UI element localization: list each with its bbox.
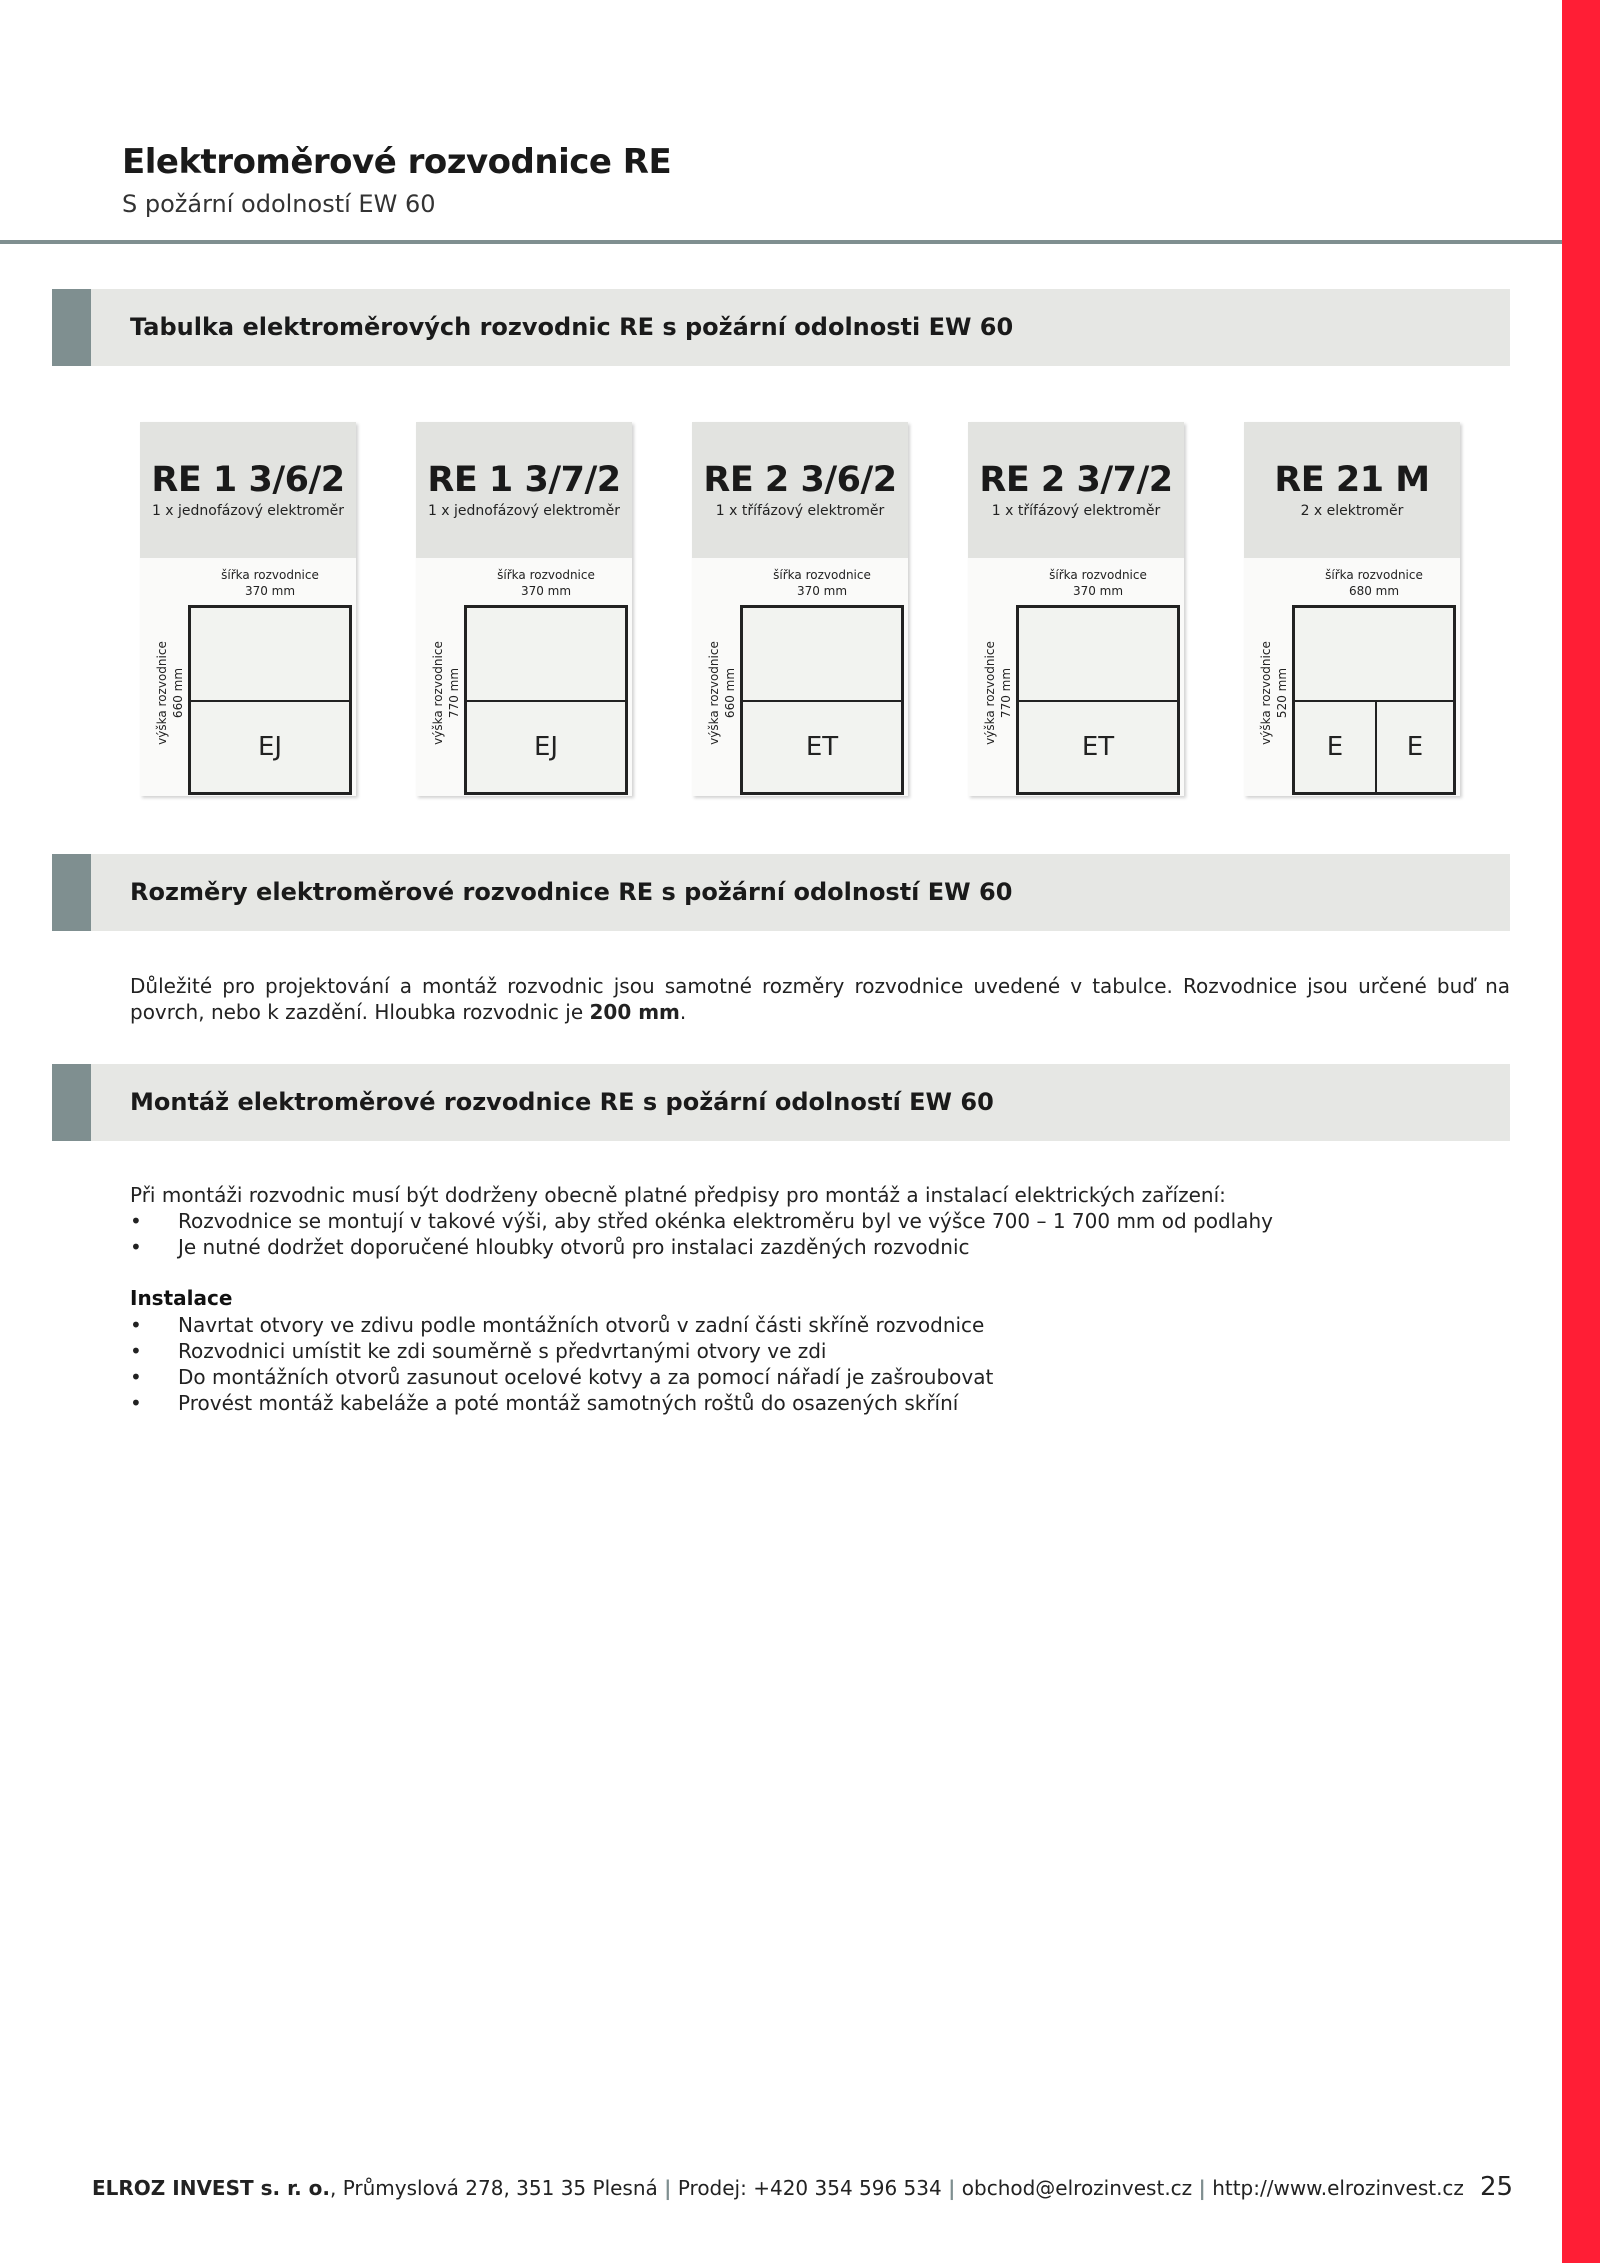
card-description: 1 x jednofázový elektroměr	[427, 503, 621, 519]
meter-cell: ET	[805, 732, 839, 762]
page-number: 25	[1480, 2172, 1514, 2202]
install-steps-list	[130, 1312, 993, 1416]
footer-email-link[interactable]: obchod@elrozinvest.cz	[955, 2176, 1199, 2200]
meter-cell: ET	[1081, 732, 1115, 762]
height-label-text: výška rozvodnice	[707, 641, 721, 745]
card-description: 2 x elektroměr	[1300, 503, 1404, 519]
list-item	[130, 1234, 1273, 1260]
meter-cell: E	[1326, 732, 1344, 762]
section-title: Rozměry elektroměrové rozvodnice RE s požární odolností EW 60	[130, 878, 1013, 906]
list-item-text: Rozvodnice se montují v takové výši, aby střed okénka elektroměru byl ve výšce 700 – 1 700 mm od podlahy	[178, 1209, 1273, 1233]
panel-diagram	[464, 605, 628, 795]
dimensions-text: Důležité pro projektování a montáž rozvodnic jsou samotné rozměry rozvodnice uvedené v tabulce. Rozvodnice jsou určené buď na povrch, nebo k zazdění. Hloubka rozvodnic je	[130, 974, 1510, 1024]
height-label-text: výška rozvodnice	[155, 641, 169, 745]
section-title: Tabulka elektroměrových rozvodnic RE s požární odolnosti EW 60	[130, 313, 1014, 341]
width-value: 370 mm	[796, 584, 848, 598]
list-item-text: Provést montáž kabeláže a poté montáž samotných roštů do osazených skříní	[178, 1391, 959, 1415]
height-label	[706, 628, 738, 758]
list-item-text: Rozvodnici umístit ke zdi souměrně s předvrtanými otvory ve zdi	[178, 1339, 827, 1363]
panel-diagram	[1292, 605, 1456, 795]
bullet: •	[130, 1339, 142, 1363]
height-label-text: výška rozvodnice	[983, 641, 997, 745]
width-value: 370 mm	[244, 584, 296, 598]
footer-phone: Prodej: +420 354 596 534	[671, 2176, 949, 2200]
height-value: 660 mm	[723, 667, 737, 719]
meter-cell: EJ	[533, 732, 559, 762]
panel-card-re-1-3-6-2	[140, 422, 356, 796]
bullet: •	[130, 1365, 142, 1389]
width-label	[1016, 567, 1180, 599]
list-item-text: Do montážních otvorů zasunout ocelové kotvy a za pomocí nářadí je zašroubovat	[178, 1365, 994, 1389]
height-value: 660 mm	[171, 667, 185, 719]
install-heading: Instalace	[130, 1286, 233, 1310]
mounting-intro: Při montáži rozvodnic musí být dodrženy obecně platné předpisy pro montáž a instalací elektrických zařízení:	[130, 1183, 1226, 1207]
footer-separator: |	[1198, 2176, 1206, 2200]
card-model: RE 2 3/6/2	[703, 460, 897, 500]
section-header-table	[52, 289, 1510, 366]
width-label-text: šířka rozvodnice	[1325, 568, 1423, 582]
meter-cell: E	[1406, 732, 1424, 762]
mounting-rules-list	[130, 1208, 1273, 1260]
section-title: Montáž elektroměrové rozvodnice RE s požární odolností EW 60	[130, 1088, 994, 1116]
section-accent	[52, 1064, 91, 1141]
height-value: 520 mm	[1275, 667, 1289, 719]
side-accent-bar	[1562, 0, 1600, 2263]
height-label	[154, 628, 186, 758]
card-header	[968, 422, 1184, 558]
height-label	[1258, 628, 1290, 758]
panel-diagram	[1016, 605, 1180, 795]
panel-card-re-1-3-7-2	[416, 422, 632, 796]
card-header	[692, 422, 908, 558]
height-value: 770 mm	[447, 667, 461, 719]
card-model: RE 21 M	[1274, 460, 1430, 500]
bullet: •	[130, 1391, 142, 1415]
height-label	[430, 628, 462, 758]
section-header-dimensions	[52, 854, 1510, 931]
width-value: 370 mm	[1072, 584, 1124, 598]
list-item-text: Navrtat otvory ve zdivu podle montážních otvorů v zadní části skříně rozvodnice	[178, 1313, 985, 1337]
width-label-text: šířka rozvodnice	[1049, 568, 1147, 582]
width-value: 680 mm	[1348, 584, 1400, 598]
panel-diagram	[188, 605, 352, 795]
panel-diagram	[740, 605, 904, 795]
footer-company: ELROZ INVEST s. r. o.	[92, 2176, 330, 2200]
panel-card-re-2-3-6-2	[692, 422, 908, 796]
list-item	[130, 1364, 993, 1390]
bullet: •	[130, 1235, 142, 1259]
panel-card-re-2-3-7-2	[968, 422, 1184, 796]
height-value: 770 mm	[999, 667, 1013, 719]
width-label-text: šířka rozvodnice	[221, 568, 319, 582]
card-model: RE 2 3/7/2	[979, 460, 1173, 500]
panel-card-re-21-m	[1244, 422, 1460, 796]
card-description: 1 x jednofázový elektroměr	[151, 503, 345, 519]
list-item	[130, 1390, 993, 1416]
width-label	[188, 567, 352, 599]
width-label	[1292, 567, 1456, 599]
width-label-text: šířka rozvodnice	[497, 568, 595, 582]
card-header	[1244, 422, 1460, 558]
header-divider	[0, 240, 1562, 244]
list-item-text: Je nutné dodržet doporučené hloubky otvorů pro instalaci zazděných rozvodnic	[178, 1235, 970, 1259]
footer-separator: |	[664, 2176, 672, 2200]
section-accent	[52, 289, 91, 366]
height-label	[982, 628, 1014, 758]
width-label	[464, 567, 628, 599]
card-header	[416, 422, 632, 558]
meter-cell: EJ	[257, 732, 283, 762]
card-model: RE 1 3/6/2	[151, 460, 345, 500]
width-value: 370 mm	[520, 584, 572, 598]
list-item	[130, 1312, 993, 1338]
width-label-text: šířka rozvodnice	[773, 568, 871, 582]
footer-address: , Průmyslová 278, 351 35 Plesná	[329, 2176, 665, 2200]
list-item	[130, 1338, 993, 1364]
dimensions-paragraph	[130, 973, 1510, 1025]
footer	[92, 2176, 1464, 2200]
footer-separator: |	[948, 2176, 956, 2200]
footer-web-link[interactable]: http://www.elrozinvest.cz	[1205, 2176, 1464, 2200]
depth-value: 200 mm	[589, 1000, 680, 1024]
card-description: 1 x třífázový elektroměr	[715, 503, 885, 519]
section-header-mounting	[52, 1064, 1510, 1141]
list-item	[130, 1208, 1273, 1234]
section-accent	[52, 854, 91, 931]
card-description: 1 x třífázový elektroměr	[991, 503, 1161, 519]
height-label-text: výška rozvodnice	[431, 641, 445, 745]
bullet: •	[130, 1209, 142, 1233]
bullet: •	[130, 1313, 142, 1337]
card-header	[140, 422, 356, 558]
page-title: Elektroměrové rozvodnice RE	[122, 142, 672, 182]
dimensions-text-end: .	[679, 1000, 687, 1024]
card-model: RE 1 3/7/2	[427, 460, 621, 500]
width-label	[740, 567, 904, 599]
height-label-text: výška rozvodnice	[1259, 641, 1273, 745]
page-subtitle: S požární odolností EW 60	[122, 190, 436, 218]
